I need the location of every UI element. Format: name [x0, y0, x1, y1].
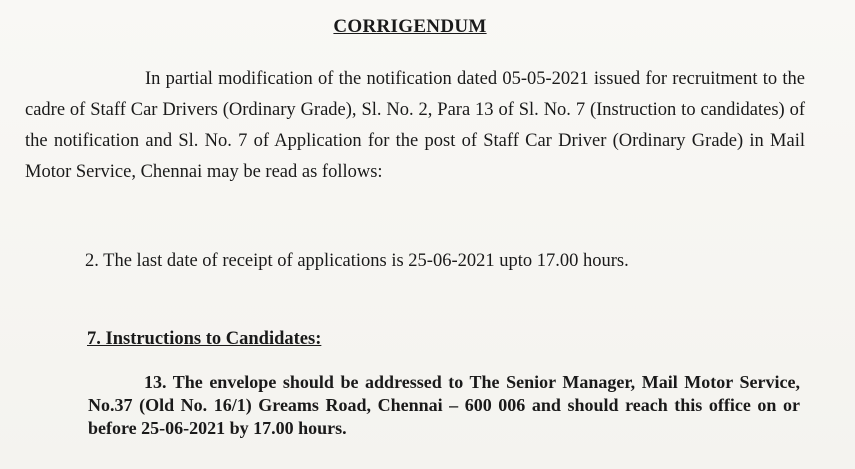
modification-paragraph: In partial modification of the notification dated 05-05-2021 issued for recruitment to the cadre of Staff Car Drivers (Ordinary Grade), Sl. No. 2, Para 13 of Sl. No. 7 (Instruction to candidates) of the notification and Sl. No. 7 of Application for the post of Staff Car Driver (Ordinary Grade) in Mail Motor Service, Chennai may be read as follows:	[25, 69, 805, 182]
envelope-instruction-paragraph	[88, 371, 800, 440]
document-title: CORRIGENDUM	[333, 16, 487, 37]
last-date-point: 2. The last date of receipt of applications is 25-06-2021 upto 17.00 hours.	[85, 251, 629, 271]
envelope-instruction-text: 13. The envelope should be addressed to The Senior Manager, Mail Motor Service, No.37 (Old No. 16/1) Greams Road, Chennai – 600 006 and should reach this office on or before 25-06-2021 by 17.00 hours.	[88, 372, 800, 438]
instructions-heading: 7. Instructions to Candidates:	[87, 329, 322, 349]
